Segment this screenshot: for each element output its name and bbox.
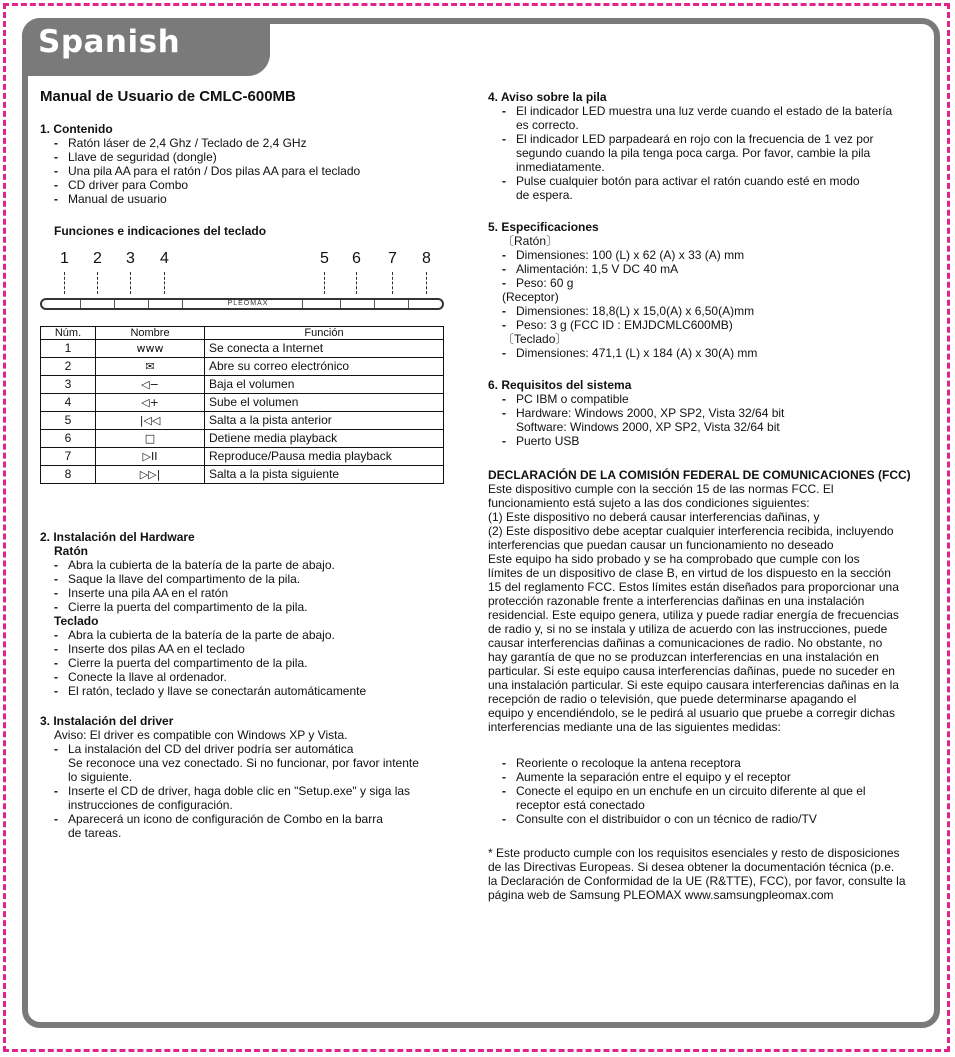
keyboard-brand-label: PLEOMAX [227,300,269,307]
kb-key-divider [302,300,304,308]
footer-line: de las Directivas Europeas. Si desea obtener la documentación técnica (p.e. [488,860,895,874]
requirements-list [488,392,918,448]
list-item: - Reoriente o recoloque la antena receptora [502,756,918,770]
keyboard-functions-title: Funciones e indicaciones del teclado [54,224,267,238]
right-column [488,90,918,902]
list-item: - CD driver para Combo [54,178,460,192]
kb-number-7: 7 [388,250,397,267]
list-item: - La instalación del CD del driver podría ser automática Se reconoce una vez conectado. Si no funcionar, por favor intente lo siguiente. [54,742,460,784]
driver-note: Aviso: El driver es compatible con Windows XP y Vista. [54,728,348,742]
table-header: Función [205,327,444,340]
list-item: - Dimensiones: 18,8(L) x 15,0(A) x 6,50(A)mm [502,304,918,318]
kb-number-8: 8 [422,250,431,267]
fcc-line: protección razonable frente a interferencias dañinas en una instalación [488,594,865,608]
row-function: Reproduce/Pausa media playback [205,448,444,466]
list-item: - Peso: 60 g [502,276,918,290]
row-function: Detiene media playback [205,430,444,448]
row-number: 6 [41,430,96,448]
kb-leader-line [130,272,131,294]
kb-leader-line [97,272,98,294]
specs-mouse-list [488,248,918,290]
list-item: - Inserte dos pilas AA en el teclado [54,642,460,656]
table-row [41,358,444,376]
kb-key-divider [408,300,410,308]
kb-number-4: 4 [160,250,169,267]
row-number: 4 [41,394,96,412]
kb-number-1: 1 [60,250,69,267]
row-function: Se conecta a Internet [205,340,444,358]
kb-leader-line [356,272,357,294]
driver-list [40,742,460,840]
list-item: - Inserte el CD de driver, haga doble clic en "Setup.exe" y siga las instrucciones de configuración. [54,784,460,812]
kb-leader-line [64,272,65,294]
fcc-title: DECLARACIÓN DE LA COMISIÓN FEDERAL DE COMUNICACIONES (FCC) [488,468,911,482]
row-number: 1 [41,340,96,358]
kb-key-divider [114,300,116,308]
kb-leader-line [392,272,393,294]
list-item: - Dimensiones: 100 (L) x 62 (A) x 33 (A) mm [502,248,918,262]
fcc-line: particular. Si este equipo causa interferencias dañinas, puede no suceder en [488,664,895,678]
specs-keyboard-label: 〔Teclado〕 [502,332,568,346]
kb-leader-line [426,272,427,294]
keyboard-install-list [40,628,460,698]
list-item: - Llave de seguridad (dongle) [54,150,460,164]
fcc-line: interferencias que puedan causar un funcionamiento no deseado [488,538,834,552]
keyboard-subtitle: Teclado [54,614,99,628]
fcc-line: causar interferencias dañinas a comunicaciones de radio. No obstante, no [488,636,883,650]
table-row [41,340,444,358]
list-item: - Ratón láser de 2,4 Ghz / Teclado de 2,4 GHz [54,136,460,150]
list-item: - Alimentación: 1,5 V DC 40 mA [502,262,918,276]
stop-icon: □ [96,430,205,448]
list-item: - El indicador LED parpadeará en rojo con la frecuencia de 1 vez por segundo cuando la pila tenga poca carga. Por favor, cambie la pila inmediatamente. [502,132,918,174]
fcc-line: hay garantía de que no se produzcan interferencias en una instalación en [488,650,879,664]
section-contents-title: 1. Contenido [40,122,113,136]
list-item: - El indicador LED muestra una luz verde cuando el estado de la batería es correcto. [502,104,918,132]
fcc-line: límites de un dispositivo de clase B, en virtud de los dispuesto en la sección [488,566,891,580]
row-number: 7 [41,448,96,466]
section-specs-title: 5. Especificaciones [488,220,599,234]
contents-list [40,136,460,206]
table-header: Núm. [41,327,96,340]
table-header: Nombre [96,327,205,340]
list-item: - Abra la cubierta de la batería de la parte de abajo. [54,558,460,572]
section-requirements-title: 6. Requisitos del sistema [488,378,632,392]
previous-track-icon: |◁◁ [96,412,205,430]
table-row [41,376,444,394]
www-icon: www [96,340,205,358]
specs-mouse-label: 〔Ratón〕 [502,234,559,248]
footer-line: la Declaración de Conformidad de la UE (R&TTE), FCC), por favor, consulte la [488,874,906,888]
list-item: - Hardware: Windows 2000, XP SP2, Vista 32/64 bit Software: Windows 2000, XP SP2, Vista 32/64 bit [502,406,918,434]
section-driver-title: 3. Instalación del driver [40,714,174,728]
list-item: - Peso: 3 g (FCC ID : EMJDCMLC600MB) [502,318,918,332]
row-number: 8 [41,466,96,484]
row-number: 2 [41,358,96,376]
table-header-row [41,327,444,340]
mail-icon: ✉ [96,358,205,376]
section-hardware-title: 2. Instalación del Hardware [40,530,195,544]
fcc-line: Este equipo ha sido probado y se ha comprobado que cumple con los [488,552,860,566]
row-number: 5 [41,412,96,430]
fcc-line: residencial. Este equipo genera, utiliza y puede radiar energía de frecuencias [488,608,899,622]
left-column [40,90,460,840]
specs-receiver-list [488,304,918,332]
row-function: Baja el volumen [205,376,444,394]
section-battery-title: 4. Aviso sobre la pila [488,90,607,104]
next-track-icon: ▷▷| [96,466,205,484]
list-item: - Puerto USB [502,434,918,448]
kb-key-divider [80,300,82,308]
fcc-line: recepción de radio o televisión, que puede determinarse apagando el [488,692,857,706]
language-tab-title: Spanish [38,24,181,60]
volume-up-icon: ◁+ [96,394,205,412]
list-item: - Conecte el equipo en un enchufe en un circuito diferente al que el receptor está conectado [502,784,918,812]
manual-title: Manual de Usuario de CMLC-600MB [40,88,296,105]
list-item: - Manual de usuario [54,192,460,206]
row-function: Salta a la pista siguiente [205,466,444,484]
list-item: - El ratón, teclado y llave se conectarán automáticamente [54,684,460,698]
kb-number-6: 6 [352,250,361,267]
list-item: - Aparecerá un icono de configuración de Combo en la barra de tareas. [54,812,460,840]
list-item: - PC IBM o compatible [502,392,918,406]
kb-number-2: 2 [93,250,102,267]
kb-key-divider [340,300,342,308]
specs-receiver-label: (Receptor) [502,290,559,304]
table-row [41,412,444,430]
volume-down-icon: ◁− [96,376,205,394]
table-row [41,448,444,466]
fcc-line: interferencias mediante una de las siguientes medidas: [488,720,781,734]
play-pause-icon: ▷II [96,448,205,466]
footer-line: página web de Samsung PLEOMAX www.samsungpleomax.com [488,888,834,902]
fcc-line: funcionamiento está sujeto a las dos condiciones siguientes: [488,496,810,510]
list-item: - Dimensiones: 471,1 (L) x 184 (A) x 30(A) mm [502,346,918,360]
table-row [41,430,444,448]
list-item: - Conecte la llave al ordenador. [54,670,460,684]
row-number: 3 [41,376,96,394]
table-row [41,394,444,412]
fcc-line: (1) Este dispositivo no deberá causar interferencias dañinas, y [488,510,820,524]
list-item: - Saque la llave del compartimento de la pila. [54,572,460,586]
footer-line: * Este producto cumple con los requisitos esenciales y resto de disposiciones [488,846,900,860]
list-item: - Cierre la puerta del compartimento de la pila. [54,600,460,614]
kb-key-divider [148,300,150,308]
fcc-line: equipo y encendiéndolo, se le pedirá al usuario que pruebe a corregir dichas [488,706,895,720]
kb-key-divider [182,300,184,308]
table-row [41,466,444,484]
fcc-line: (2) Este dispositivo debe aceptar cualquier interferencia recibida, incluyendo [488,524,894,538]
list-item: - Pulse cualquier botón para activar el ratón cuando esté en modo de espera. [502,174,918,202]
list-item: - Consulte con el distribuidor o con un técnico de radio/TV [502,812,918,826]
kb-leader-line [324,272,325,294]
list-item: - Aumente la separación entre el equipo y el receptor [502,770,918,784]
kb-leader-line [164,272,165,294]
fcc-line: de radio y, si no se instala y utiliza de acuerdo con las instrucciones, puede [488,622,888,636]
row-function: Sube el volumen [205,394,444,412]
fcc-line: Este dispositivo cumple con la sección 15 de las normas FCC. El [488,482,834,496]
eu-compliance-note [488,846,918,902]
mouse-install-list [40,558,460,614]
kb-number-3: 3 [126,250,135,267]
specs-keyboard-list [488,346,918,360]
list-item: - Cierre la puerta del compartimento de la pila. [54,656,460,670]
list-item: - Abra la cubierta de la batería de la parte de abajo. [54,628,460,642]
row-function: Salta a la pista anterior [205,412,444,430]
battery-list [488,104,918,202]
fcc-body [488,482,918,734]
fcc-line: 15 del reglamento FCC. Estos límites están diseñados para proporcionar una [488,580,899,594]
mouse-subtitle: Ratón [54,544,88,558]
function-table [40,326,444,484]
list-item: - Una pila AA para el ratón / Dos pilas AA para el teclado [54,164,460,178]
fcc-measures-list [488,756,918,826]
fcc-line: una instalación particular. Si este equipo causara interferencias dañinas en la [488,678,899,692]
kb-number-5: 5 [320,250,329,267]
list-item: - Inserte una pila AA en el ratón [54,586,460,600]
keyboard-diagram [40,252,460,312]
kb-key-divider [374,300,376,308]
row-function: Abre su correo electrónico [205,358,444,376]
